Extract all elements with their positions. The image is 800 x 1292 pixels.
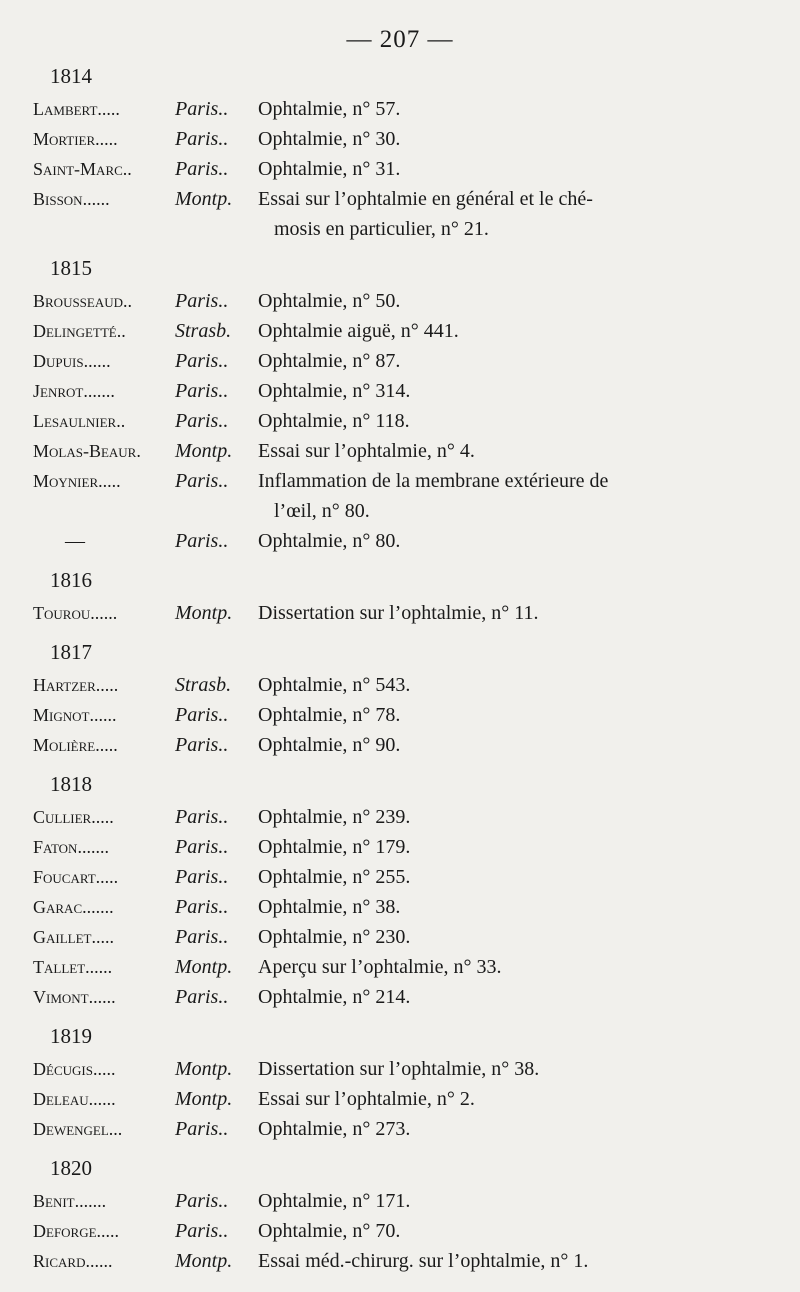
faculty-city: Paris.. [175,836,229,858]
title-line: Ophtalmie, n° 87. [258,350,401,372]
title-line: Ophtalmie, n° 230. [258,926,411,948]
bibliography-entry [0,700,800,730]
title-line: Ophtalmie aiguë, n° 441. [258,320,459,342]
year-heading: 1814 [50,64,92,88]
year-heading: 1817 [50,640,92,664]
bibliography-entry [0,598,800,628]
thesis-title [258,670,698,700]
author-name: Benit....... [33,1191,107,1211]
year-section [0,1150,800,1276]
author-name: Lambert..... [33,99,120,119]
year-section [0,634,800,760]
bibliography-entry [0,94,800,124]
thesis-title [258,376,698,406]
author-name: Brousseaud.. [33,291,133,311]
title-line: Essai sur l’ophtalmie, n° 2. [258,1088,475,1110]
faculty-city: Paris.. [175,806,229,828]
bibliography-entry [0,892,800,922]
thesis-title [258,832,698,862]
faculty-city: Paris.. [175,350,229,372]
faculty-city: Paris.. [175,1118,229,1140]
thesis-title [258,1186,698,1216]
thesis-title [258,436,698,466]
faculty-city: Paris.. [175,128,229,150]
faculty-city: Paris.. [175,1220,229,1242]
thesis-title [258,922,698,952]
bibliography-entry [0,466,800,526]
faculty-city: Montp. [175,188,233,210]
year-section [0,250,800,556]
faculty-city: Paris.. [175,704,229,726]
author-name: Mortier..... [33,129,118,149]
thesis-title [258,286,698,316]
title-line: Ophtalmie, n° 38. [258,896,401,918]
thesis-title [258,184,698,244]
bibliography-entry [0,1216,800,1246]
thesis-title [258,862,698,892]
title-line: Ophtalmie, n° 78. [258,704,401,726]
author-name: Molière..... [33,735,118,755]
bibliography-entry [0,1246,800,1276]
title-line: Ophtalmie, n° 171. [258,1190,411,1212]
bibliography-entry [0,184,800,244]
bibliography-entry [0,1186,800,1216]
thesis-title [258,154,698,184]
faculty-city: Montp. [175,440,233,462]
thesis-title [258,952,698,982]
thesis-title [258,700,698,730]
author-name: Hartzer..... [33,675,119,695]
year-heading: 1815 [50,256,92,280]
thesis-title [258,1084,698,1114]
bibliography-entry [0,346,800,376]
thesis-title [258,1216,698,1246]
year-heading: 1816 [50,568,92,592]
author-name: Mignot...... [33,705,117,725]
faculty-city: Paris.. [175,290,229,312]
thesis-title [258,94,698,124]
bibliography-entry [0,316,800,346]
title-line: Ophtalmie, n° 31. [258,158,401,180]
thesis-title [258,316,698,346]
title-line: mosis en particulier, n° 21. [274,218,489,240]
author-name: Saint-Marc.. [33,159,132,179]
title-line: Ophtalmie, n° 273. [258,1118,411,1140]
bibliography-entry [0,526,800,556]
thesis-title [258,406,698,436]
bibliography-entry [0,406,800,436]
year-heading: 1820 [50,1156,92,1180]
author-name: Deleau...... [33,1089,116,1109]
bibliography-entry [0,1054,800,1084]
year-section [0,58,800,244]
title-line: Ophtalmie, n° 214. [258,986,411,1008]
bibliography-entry [0,286,800,316]
thesis-title [258,1246,698,1276]
thesis-title [258,526,698,556]
bibliography-entry [0,1114,800,1144]
thesis-title [258,598,698,628]
title-line: Essai sur l’ophtalmie en général et le ché- [258,188,593,210]
author-name: Lesaulnier.. [33,411,126,431]
faculty-city: Paris.. [175,98,229,120]
faculty-city: Montp. [175,956,233,978]
thesis-title [258,346,698,376]
author-name: Gaillet..... [33,927,114,947]
bibliography-entry [0,436,800,466]
author-name: Molas-Beaur. [33,441,141,461]
thesis-title [258,982,698,1012]
title-line: Ophtalmie, n° 90. [258,734,401,756]
author-name: Moynier..... [33,471,121,491]
bibliography-entry [0,832,800,862]
author-name: Vimont...... [33,987,116,1007]
faculty-city: Paris.. [175,866,229,888]
title-line: Ophtalmie, n° 30. [258,128,401,150]
bibliography-entry [0,802,800,832]
thesis-title [258,730,698,760]
faculty-city: Paris.. [175,986,229,1008]
faculty-city: Strasb. [175,674,232,696]
faculty-city: Montp. [175,1058,233,1080]
title-line: Ophtalmie, n° 57. [258,98,401,120]
faculty-city: Paris.. [175,470,229,492]
faculty-city: Paris.. [175,734,229,756]
author-name: Jenrot....... [33,381,115,401]
bibliography-entry [0,670,800,700]
title-line: Ophtalmie, n° 239. [258,806,411,828]
faculty-city: Paris.. [175,896,229,918]
faculty-city: Montp. [175,1088,233,1110]
bibliography-entry [0,376,800,406]
title-line: Ophtalmie, n° 314. [258,380,411,402]
faculty-city: Paris.. [175,158,229,180]
author-name: Foucart..... [33,867,119,887]
title-line: Ophtalmie, n° 118. [258,410,410,432]
title-line: Aperçu sur l’ophtalmie, n° 33. [258,956,502,978]
title-line: Ophtalmie, n° 70. [258,1220,401,1242]
faculty-city: Paris.. [175,926,229,948]
thesis-title [258,1054,698,1084]
title-line: l’œil, n° 80. [274,500,370,522]
year-section [0,562,800,628]
title-line: Dissertation sur l’ophtalmie, n° 38. [258,1058,540,1080]
title-line: Ophtalmie, n° 255. [258,866,411,888]
bibliography-entry [0,862,800,892]
thesis-title [258,892,698,922]
thesis-title [258,466,698,526]
page-number: — 207 — [346,26,454,53]
faculty-city: Paris.. [175,380,229,402]
faculty-city: Montp. [175,1250,233,1272]
bibliography-entry [0,730,800,760]
year-section [0,1018,800,1144]
title-line: Ophtalmie, n° 179. [258,836,411,858]
thesis-title [258,802,698,832]
author-name: Deforge..... [33,1221,120,1241]
title-line: Essai méd.-chirurg. sur l’ophtalmie, n° 1. [258,1250,589,1272]
author-name: Dupuis...... [33,351,111,371]
author-name: Tallet...... [33,957,113,977]
title-line: Inflammation de la membrane extérieure de [258,470,609,492]
year-heading: 1818 [50,772,92,796]
bibliography-entry [0,1084,800,1114]
faculty-city: Paris.. [175,1190,229,1212]
bibliography-entry [0,922,800,952]
thesis-title [258,1114,698,1144]
faculty-city: Paris.. [175,410,229,432]
author-name: Faton....... [33,837,109,857]
author-name: Dewengel... [33,1119,123,1139]
bibliography-entry [0,982,800,1012]
year-section [0,766,800,1012]
author-name: — [65,530,85,552]
title-line: Essai sur l’ophtalmie, n° 4. [258,440,475,462]
bibliography-entry [0,952,800,982]
faculty-city: Montp. [175,602,233,624]
author-name: Tourou...... [33,603,118,623]
faculty-city: Paris.. [175,530,229,552]
bibliography-entry [0,124,800,154]
author-name: Ricard...... [33,1251,113,1271]
title-line: Ophtalmie, n° 50. [258,290,401,312]
bibliography-entry [0,154,800,184]
title-line: Ophtalmie, n° 543. [258,674,411,696]
faculty-city: Strasb. [175,320,232,342]
author-name: Cullier..... [33,807,114,827]
title-line: Ophtalmie, n° 80. [258,530,401,552]
title-line: Dissertation sur l’ophtalmie, n° 11. [258,602,539,624]
author-name: Bisson...... [33,189,110,209]
author-name: Delingetté.. [33,321,126,341]
thesis-title [258,124,698,154]
author-name: Décugis..... [33,1059,116,1079]
year-heading: 1819 [50,1024,92,1048]
author-name: Garac....... [33,897,114,917]
bibliography-list [0,58,800,1276]
